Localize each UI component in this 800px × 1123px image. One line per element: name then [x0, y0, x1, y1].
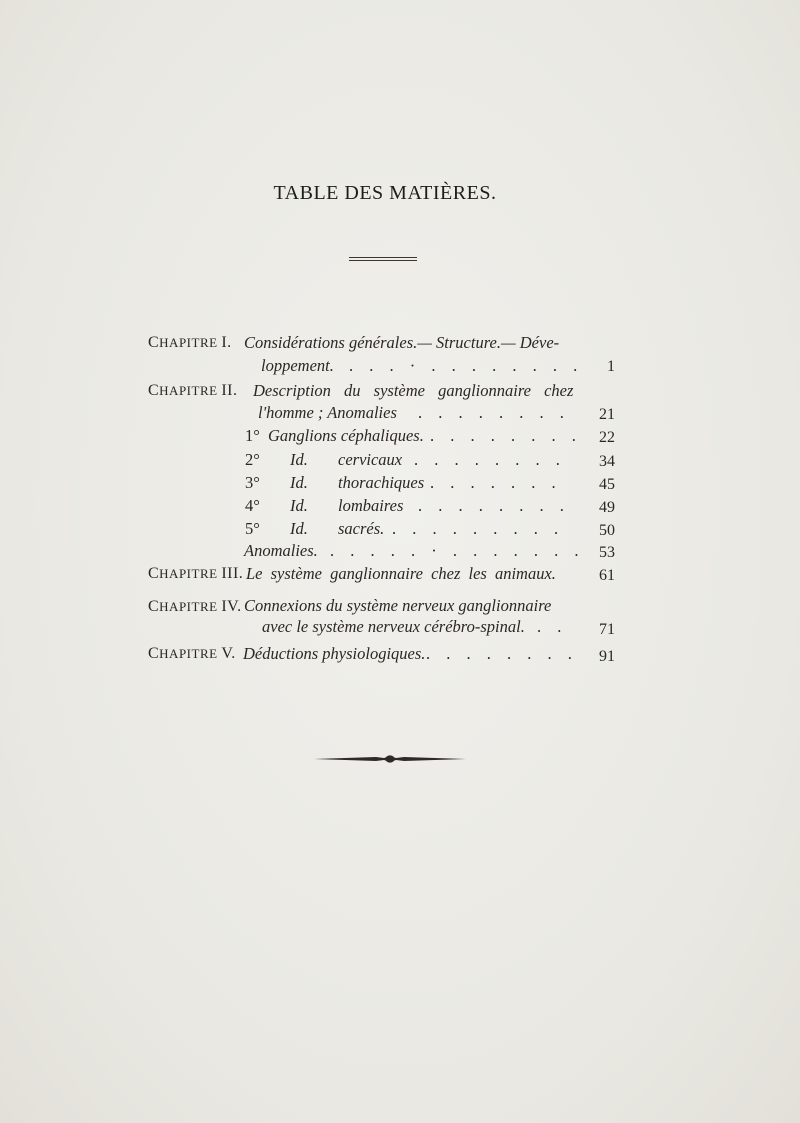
section-page: 34: [599, 453, 615, 470]
chapter-5-leader: . . . . . . . .: [426, 644, 578, 663]
section-id: Id.: [290, 450, 308, 469]
section-cervicaux[interactable]: cervicaux: [338, 450, 403, 469]
chapter-4-leader: . .: [537, 617, 568, 636]
section-number: 3°: [245, 473, 260, 492]
chapter-4-label: CHAPITRE IV.: [148, 598, 242, 615]
chapter-3-title[interactable]: Le système ganglionnaire chez les animaux.: [246, 564, 556, 583]
section-page: 22: [599, 429, 615, 446]
section-ganglions-cephaliques[interactable]: Ganglions céphaliques.: [268, 426, 424, 445]
section-leader: . . . . . . . .: [418, 496, 570, 515]
section-number: 2°: [245, 450, 260, 469]
chapter-1-leader: . . . · . . . . . . . .: [349, 356, 584, 375]
chapter-1-title-cont: loppement.: [261, 356, 334, 375]
section-leader: . . . . . . .: [430, 473, 562, 492]
section-anomalies[interactable]: Anomalies.: [244, 541, 318, 560]
chapter-4-page: 71: [599, 621, 615, 638]
section-number: 1°: [245, 426, 260, 445]
section-page: 45: [599, 476, 615, 493]
section-number: 5°: [245, 519, 260, 538]
section-lombaires[interactable]: lombaires: [338, 496, 404, 515]
chapter-2-label: CHAPITRE II.: [148, 382, 238, 399]
chapter-3-page: 61: [599, 567, 615, 584]
chapter-3-label: CHAPITRE III.: [148, 565, 244, 582]
section-leader: . . . . . · . . . . . . .: [330, 541, 585, 560]
ornament-divider: [312, 752, 468, 766]
chapter-2-title[interactable]: Description du système ganglionnaire chez: [253, 381, 574, 400]
chapter-5-title[interactable]: Déductions physiologiques.: [243, 644, 426, 663]
chapter-1-title[interactable]: Considérations générales.— Structure.— Déve-: [244, 333, 560, 352]
section-number: 4°: [245, 496, 260, 515]
section-page: 50: [599, 522, 615, 539]
chapter-1-page: 1: [607, 358, 615, 375]
section-leader: . . . . . . . .: [414, 450, 566, 469]
chapter-2-title-cont: l'homme ; Anomalies: [258, 403, 397, 422]
page-title: TABLE DES MATIÈRES.: [273, 182, 497, 204]
chapter-1-label: CHAPITRE I.: [148, 334, 232, 351]
chapter-5-page: 91: [599, 648, 615, 665]
section-id: Id.: [290, 473, 308, 492]
chapter-2-page: 21: [599, 406, 615, 423]
chapter-4-title-cont: avec le système nerveux cérébro-spinal.: [262, 617, 525, 636]
chapter-5-label: CHAPITRE V.: [148, 645, 236, 662]
section-sacres[interactable]: sacrés.: [338, 519, 385, 538]
section-id: Id.: [290, 519, 308, 538]
section-page: 49: [599, 499, 615, 516]
chapter-4-title[interactable]: Connexions du système nerveux ganglionnaire: [244, 596, 552, 615]
section-leader: . . . . . . . . .: [392, 519, 565, 538]
chapter-2-leader: . . . . . . . .: [418, 403, 570, 422]
section-id: Id.: [290, 496, 308, 515]
section-page: 53: [599, 544, 615, 561]
section-leader: . . . . . . . .: [430, 426, 582, 445]
section-thorachiques[interactable]: thorachiques: [338, 473, 425, 492]
